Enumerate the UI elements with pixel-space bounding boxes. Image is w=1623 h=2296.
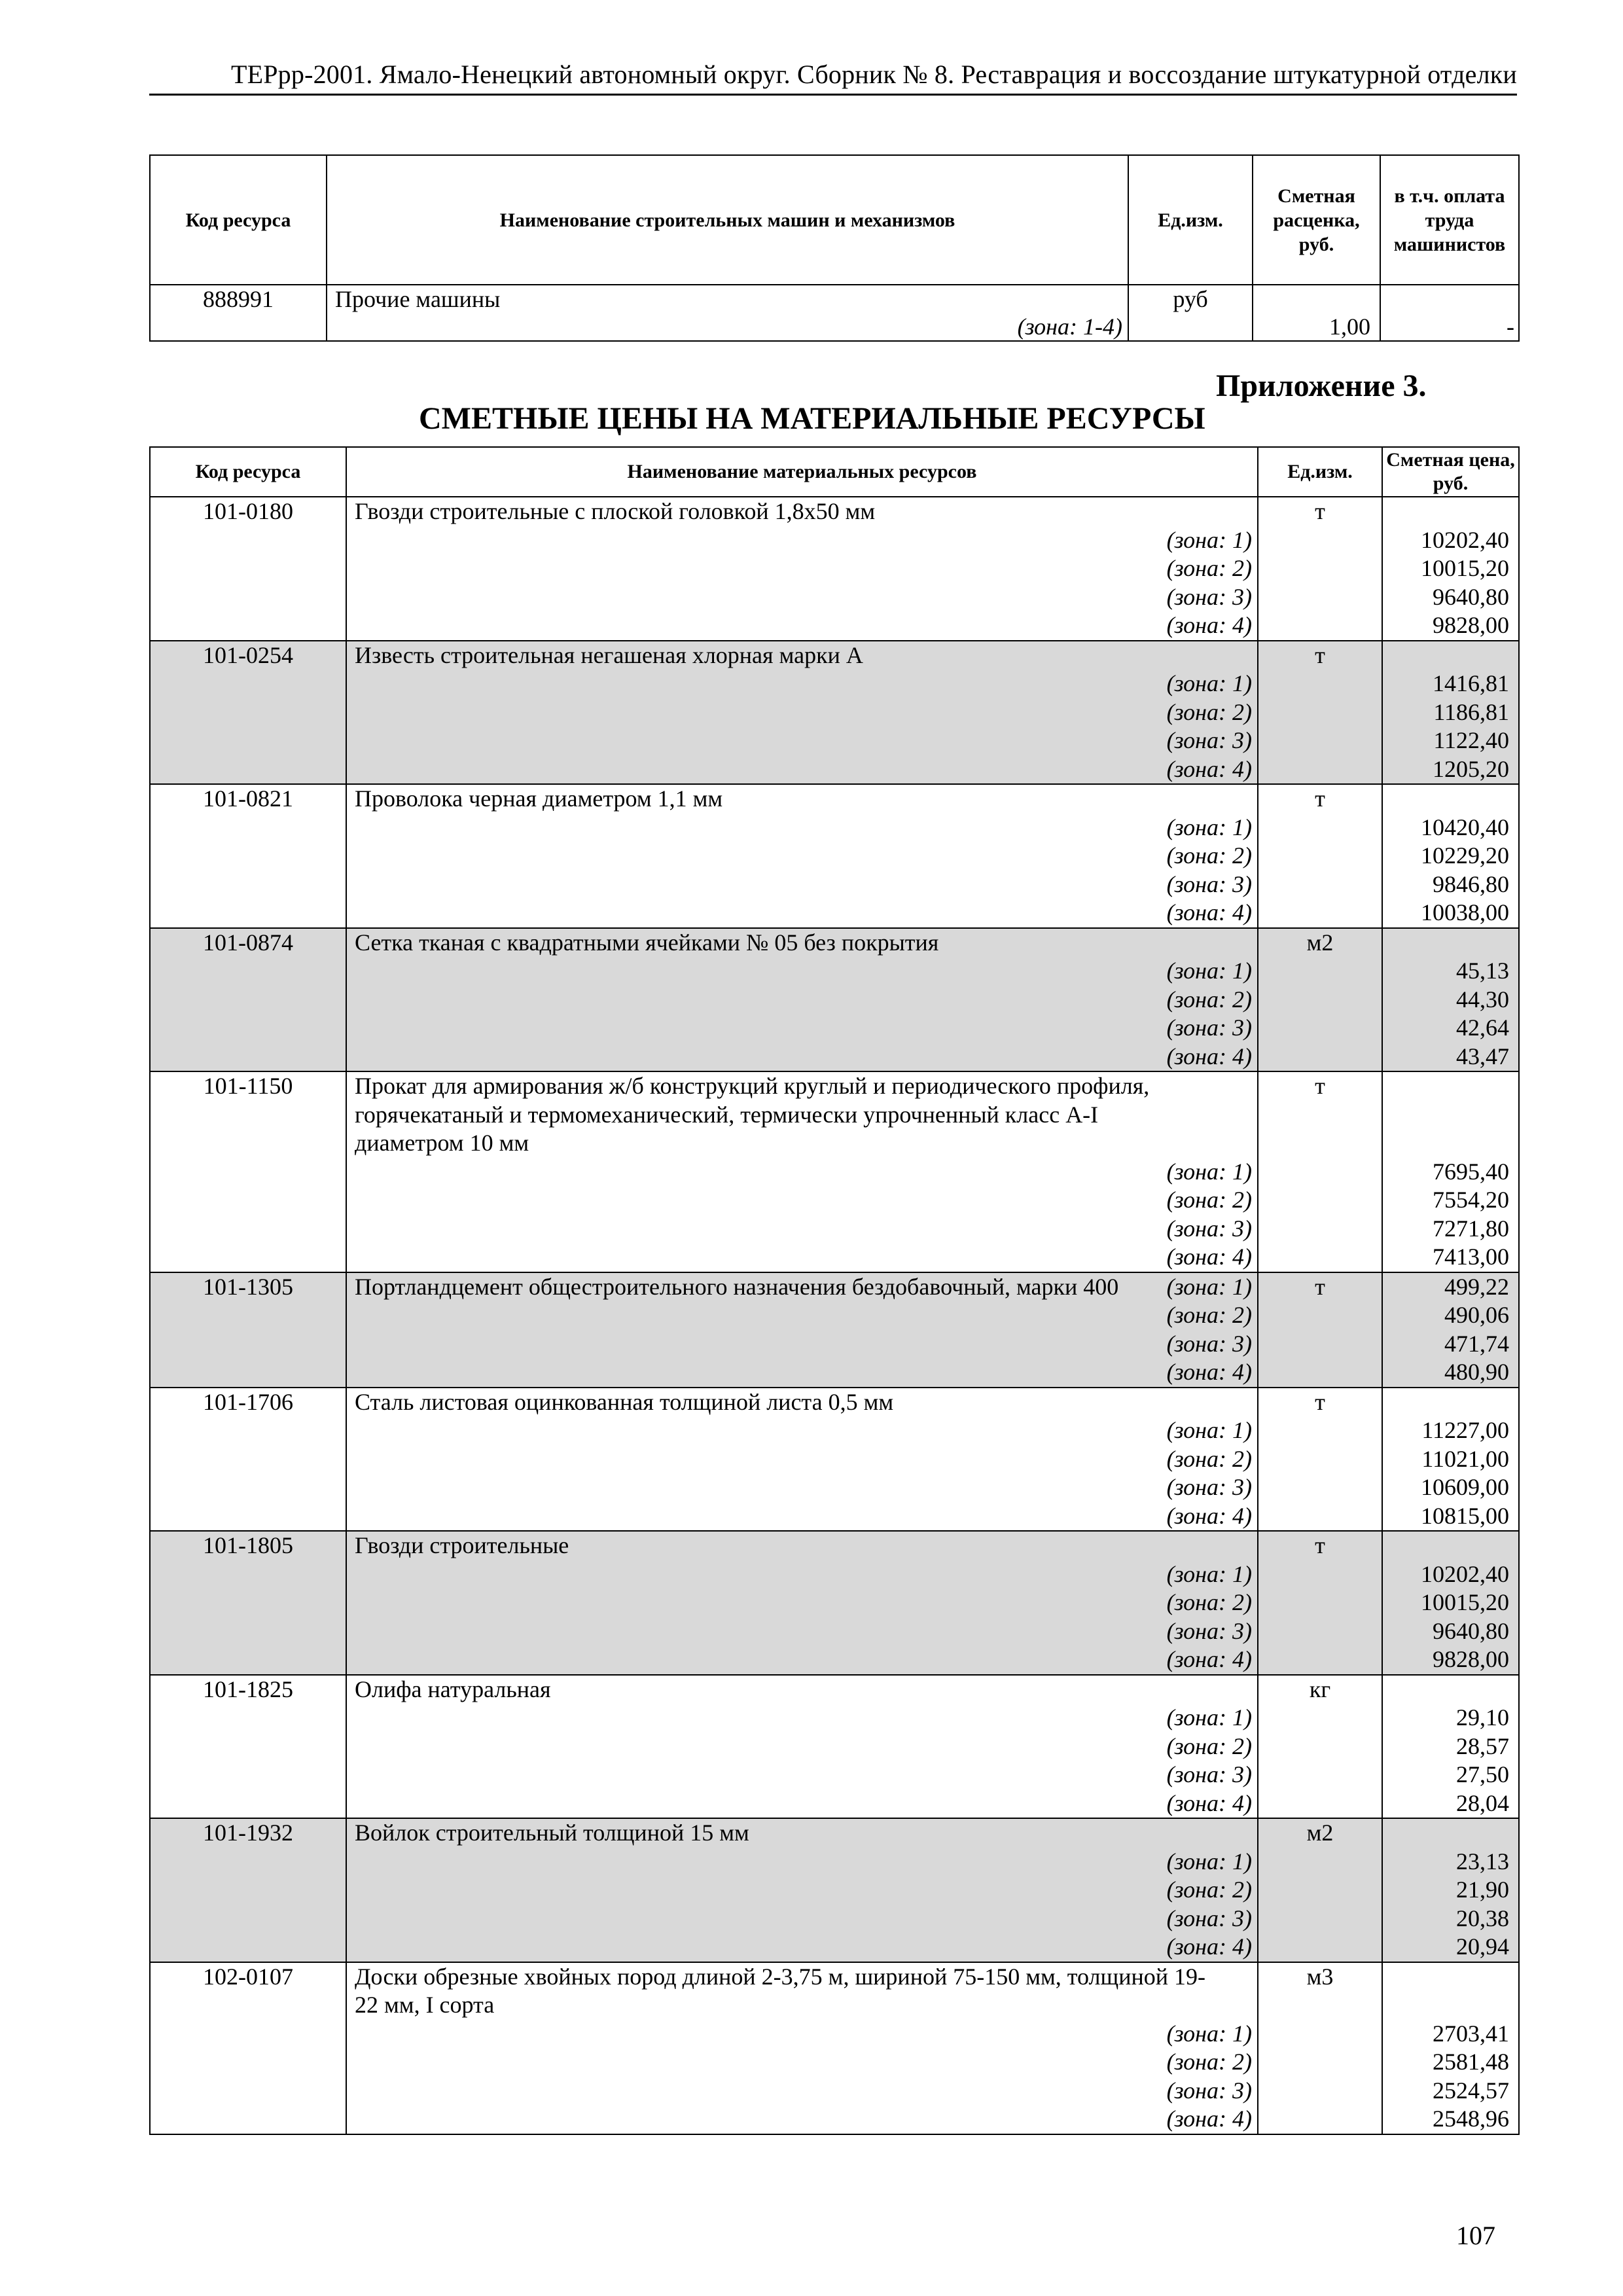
- zone-price: 7554,20: [1433, 1187, 1509, 1213]
- material-name-line: Сетка тканая с квадратными ячейками № 05 без покрытия: [355, 929, 939, 956]
- material-unit: т: [1258, 1531, 1382, 1675]
- price-spacer: [1383, 1101, 1509, 1130]
- zone-price: 10015,20: [1421, 555, 1509, 581]
- zone-price: 23,13: [1456, 1848, 1509, 1874]
- material-unit: кг: [1258, 1675, 1382, 1819]
- machines-header-unit: Ед.изм.: [1128, 155, 1253, 285]
- price-spacer: [1383, 1129, 1509, 1158]
- price-spacer: [1383, 1388, 1509, 1417]
- material-name-cell: [346, 928, 1258, 1072]
- price-spacer: [1383, 1676, 1509, 1704]
- price-spacer: [1383, 1991, 1509, 2020]
- machines-header-code: Код ресурса: [150, 155, 327, 285]
- material-name-cell: [346, 1531, 1258, 1675]
- zone-label: (зона: 4): [1166, 755, 1252, 782]
- machines-table: [149, 154, 1520, 342]
- price-spacer: [1383, 1963, 1509, 1992]
- price-spacer: [1383, 1819, 1509, 1848]
- material-row: [150, 1675, 1519, 1819]
- zone-label: (зона: 1): [1166, 1848, 1252, 1874]
- zone-price: 2703,41: [1433, 2020, 1509, 2047]
- material-name-line: Прокат для армирования ж/б конструкций круглый и периодического профиля,: [355, 1073, 1150, 1099]
- materials-header-price: Сметная цена, руб.: [1382, 447, 1519, 497]
- price-spacer: [1383, 1532, 1509, 1560]
- material-name-line: диаметром 10 мм: [355, 1130, 529, 1156]
- zone-price: 9640,80: [1433, 583, 1509, 610]
- zone-price: 10202,40: [1421, 1560, 1509, 1587]
- materials-header-row: [150, 447, 1519, 497]
- zone-price: 28,04: [1456, 1789, 1509, 1816]
- material-price-cell: [1382, 1272, 1519, 1388]
- zone-label: (зона: 2): [1166, 555, 1252, 581]
- machine-code: 888991: [150, 285, 327, 341]
- material-code: 101-0254: [150, 641, 346, 785]
- material-price-cell: [1382, 1388, 1519, 1532]
- material-name-cell: [346, 497, 1258, 641]
- machine-labor: -: [1380, 285, 1519, 341]
- materials-header-unit: Ед.изм.: [1258, 447, 1382, 497]
- material-code: 101-0874: [150, 928, 346, 1072]
- material-price-cell: [1382, 1531, 1519, 1675]
- price-spacer: [1383, 1072, 1509, 1101]
- zone-label: (зона: 1): [1166, 814, 1252, 840]
- material-name-line: Гвозди строительные: [355, 1532, 569, 1558]
- page-number: 107: [1456, 2221, 1495, 2250]
- material-code: 101-0180: [150, 497, 346, 641]
- page-title: СМЕТНЫЕ ЦЕНЫ НА МАТЕРИАЛЬНЫЕ РЕСУРСЫ: [419, 401, 1205, 436]
- zone-price: 10015,20: [1421, 1589, 1509, 1615]
- zone-label: (зона: 3): [1166, 1474, 1252, 1500]
- zone-price: 2581,48: [1433, 2049, 1509, 2075]
- material-name-line: Гвозди строительные с плоской головкой 1,8х50 мм: [355, 498, 876, 524]
- material-row: [150, 1071, 1519, 1272]
- zone-label: (зона: 4): [1166, 899, 1252, 925]
- zone-label: (зона: 3): [1166, 870, 1252, 897]
- zone-label: (зона: 4): [1166, 612, 1252, 638]
- zone-label: (зона: 2): [1166, 2049, 1252, 2075]
- material-name-cell: [346, 784, 1258, 928]
- zone-label: (зона: 1): [1166, 958, 1252, 984]
- material-price-cell: [1382, 1071, 1519, 1272]
- zone-price: 11227,00: [1421, 1417, 1509, 1443]
- machines-row: [150, 285, 1519, 341]
- zone-price: 2548,96: [1433, 2106, 1509, 2132]
- material-row: [150, 1388, 1519, 1532]
- material-unit: м3: [1258, 1962, 1382, 2134]
- zone-price: 10420,40: [1421, 814, 1509, 840]
- machine-name: Прочие машины: [335, 286, 501, 312]
- materials-body: [150, 497, 1519, 2134]
- material-name-line: Сталь листовая оцинкованная толщиной листа 0,5 мм: [355, 1388, 894, 1415]
- zone-price: 7413,00: [1433, 1244, 1509, 1270]
- material-row: [150, 1531, 1519, 1675]
- zone-label: (зона: 1): [1166, 670, 1252, 696]
- machines-header-price: Сметная расценка, руб.: [1253, 155, 1380, 285]
- material-row: [150, 928, 1519, 1072]
- material-name-cell: [346, 1388, 1258, 1532]
- zone-price: 44,30: [1456, 986, 1509, 1013]
- zone-label: (зона: 1): [1166, 1158, 1252, 1185]
- zone-price: 7695,40: [1433, 1158, 1509, 1185]
- material-unit: т: [1258, 641, 1382, 785]
- material-price-cell: [1382, 497, 1519, 641]
- zone-price: 1416,81: [1433, 670, 1509, 696]
- zone-label: (зона: 3): [1166, 1330, 1252, 1357]
- material-name-cell: [346, 1071, 1258, 1272]
- material-row: [150, 1272, 1519, 1388]
- zone-label: (зона: 4): [1166, 1043, 1252, 1069]
- zone-price: 7271,80: [1433, 1215, 1509, 1242]
- zone-label: (зона: 1): [1166, 526, 1252, 553]
- material-row: [150, 1962, 1519, 2134]
- zone-price: 9846,80: [1433, 870, 1509, 897]
- zone-price: 43,47: [1456, 1043, 1509, 1069]
- machines-header-labor: в т.ч. оплата труда машинистов: [1380, 155, 1519, 285]
- zone-label: (зона: 2): [1166, 1876, 1252, 1903]
- material-code: 101-0821: [150, 784, 346, 928]
- material-name-line: Олифа натуральная: [355, 1676, 551, 1702]
- material-code: 101-1706: [150, 1388, 346, 1532]
- materials-header-code: Код ресурса: [150, 447, 346, 497]
- material-code: 101-1150: [150, 1071, 346, 1272]
- material-name-line: Войлок строительный толщиной 15 мм: [355, 1820, 749, 1846]
- zone-label: (зона: 4): [1166, 2106, 1252, 2132]
- zone-label: (зона: 2): [1166, 1445, 1252, 1472]
- zone-label: (зона: 1): [1166, 1273, 1252, 1300]
- material-name-line: Проволока черная диаметром 1,1 мм: [355, 785, 723, 812]
- zone-price: 45,13: [1456, 958, 1509, 984]
- zone-label: (зона: 4): [1166, 1933, 1252, 1960]
- material-name-cell: [346, 641, 1258, 785]
- material-price-cell: [1382, 928, 1519, 1072]
- zone-price: 490,06: [1444, 1302, 1509, 1328]
- zone-price: 29,10: [1456, 1704, 1509, 1731]
- machine-unit: руб: [1128, 285, 1253, 341]
- zone-label: (зона: 2): [1166, 1589, 1252, 1615]
- material-price-cell: [1382, 641, 1519, 785]
- zone-label: (зона: 4): [1166, 1359, 1252, 1385]
- zone-label: (зона: 3): [1166, 1014, 1252, 1041]
- machines-header-row: [150, 155, 1519, 285]
- zone-label: (зона: 4): [1166, 1244, 1252, 1270]
- zone-label: (зона: 3): [1166, 1617, 1252, 1644]
- material-row: [150, 497, 1519, 641]
- price-spacer: [1383, 497, 1509, 526]
- zone-price: 27,50: [1456, 1761, 1509, 1787]
- zone-label: (зона: 2): [1166, 1187, 1252, 1213]
- zone-price: 10609,00: [1421, 1474, 1509, 1500]
- material-code: 101-1305: [150, 1272, 346, 1388]
- running-header: ТЕРрр-2001. Ямало-Ненецкий автономный округ. Сборник № 8. Реставрация и воссоздание штукатурной отделки: [149, 59, 1517, 96]
- zone-price: 499,22: [1444, 1273, 1509, 1300]
- zone-price: 1186,81: [1433, 698, 1509, 725]
- zone-label: (зона: 1): [1166, 1704, 1252, 1731]
- zone-label: (зона: 3): [1166, 1215, 1252, 1242]
- material-code: 102-0107: [150, 1962, 346, 2134]
- machine-zone: (зона: 1-4): [1017, 314, 1122, 340]
- zone-label: (зона: 4): [1166, 1789, 1252, 1816]
- zone-price: 2524,57: [1433, 2077, 1509, 2104]
- material-price-cell: [1382, 1675, 1519, 1819]
- zone-price: 1122,40: [1433, 727, 1509, 753]
- material-name-cell: [346, 1818, 1258, 1962]
- machines-header-name: Наименование строительных машин и механизмов: [327, 155, 1128, 285]
- materials-header-name: Наименование материальных ресурсов: [346, 447, 1258, 497]
- material-name-line: Известь строительная негашеная хлорная марки А: [355, 641, 863, 668]
- zone-price: 21,90: [1456, 1876, 1509, 1903]
- zone-label: (зона: 2): [1166, 842, 1252, 869]
- zone-label: (зона: 4): [1166, 1646, 1252, 1672]
- material-name-cell: [346, 1272, 1258, 1388]
- price-spacer: [1383, 785, 1509, 814]
- material-name-line: 22 мм, I сорта: [355, 1992, 495, 2018]
- appendix-label: Приложение 3.: [1216, 368, 1427, 403]
- material-name-cell: [346, 1675, 1258, 1819]
- machine-name-cell: [327, 285, 1128, 341]
- material-name-line: Доски обрезные хвойных пород длиной 2-3,75 м, шириной 75-150 мм, толщиной 19-: [355, 1963, 1206, 1990]
- material-unit: т: [1258, 784, 1382, 928]
- zone-label: (зона: 2): [1166, 1302, 1252, 1328]
- material-row: [150, 784, 1519, 928]
- zone-label: (зона: 3): [1166, 727, 1252, 753]
- material-code: 101-1932: [150, 1818, 346, 1962]
- material-name-line: горячекатаный и термомеханический, термически упрочненный класс А-I: [355, 1101, 1099, 1128]
- price-spacer: [1383, 641, 1509, 670]
- zone-price: 11021,00: [1421, 1445, 1509, 1472]
- zone-price: 471,74: [1444, 1330, 1509, 1357]
- material-row: [150, 641, 1519, 785]
- material-price-cell: [1382, 784, 1519, 928]
- price-spacer: [1383, 929, 1509, 958]
- material-name-line: Портландцемент общестроительного назначения бездобавочный, марки 400: [355, 1273, 1119, 1300]
- zone-label: (зона: 3): [1166, 1905, 1252, 1931]
- zone-label: (зона: 2): [1166, 698, 1252, 725]
- zone-price: 10229,20: [1421, 842, 1509, 869]
- materials-table: [149, 446, 1520, 2135]
- zone-price: 9640,80: [1433, 1617, 1509, 1644]
- material-unit: т: [1258, 1272, 1382, 1388]
- machine-price: 1,00: [1253, 285, 1380, 341]
- zone-price: 20,94: [1456, 1933, 1509, 1960]
- material-unit: т: [1258, 497, 1382, 641]
- zone-label: (зона: 1): [1166, 1560, 1252, 1587]
- zone-price: 10038,00: [1421, 899, 1509, 925]
- material-row: [150, 1818, 1519, 1962]
- material-unit: т: [1258, 1388, 1382, 1532]
- material-name-cell: [346, 1962, 1258, 2134]
- material-price-cell: [1382, 1962, 1519, 2134]
- zone-price: 480,90: [1444, 1359, 1509, 1385]
- zone-label: (зона: 2): [1166, 1732, 1252, 1759]
- zone-label: (зона: 1): [1166, 1417, 1252, 1443]
- zone-price: 42,64: [1456, 1014, 1509, 1041]
- material-code: 101-1805: [150, 1531, 346, 1675]
- material-unit: т: [1258, 1071, 1382, 1272]
- zone-label: (зона: 2): [1166, 986, 1252, 1013]
- zone-label: (зона: 3): [1166, 583, 1252, 610]
- zone-label: (зона: 4): [1166, 1502, 1252, 1529]
- zone-label: (зона: 1): [1166, 2020, 1252, 2047]
- zone-label: (зона: 3): [1166, 1761, 1252, 1787]
- zone-price: 1205,20: [1433, 755, 1509, 782]
- zone-price: 28,57: [1456, 1732, 1509, 1759]
- zone-price: 10815,00: [1421, 1502, 1509, 1529]
- material-code: 101-1825: [150, 1675, 346, 1819]
- zone-label: (зона: 3): [1166, 2077, 1252, 2104]
- zone-price: 10202,40: [1421, 526, 1509, 553]
- zone-price: 9828,00: [1433, 612, 1509, 638]
- material-price-cell: [1382, 1818, 1519, 1962]
- zone-price: 9828,00: [1433, 1646, 1509, 1672]
- material-unit: м2: [1258, 928, 1382, 1072]
- zone-price: 20,38: [1456, 1905, 1509, 1931]
- material-unit: м2: [1258, 1818, 1382, 1962]
